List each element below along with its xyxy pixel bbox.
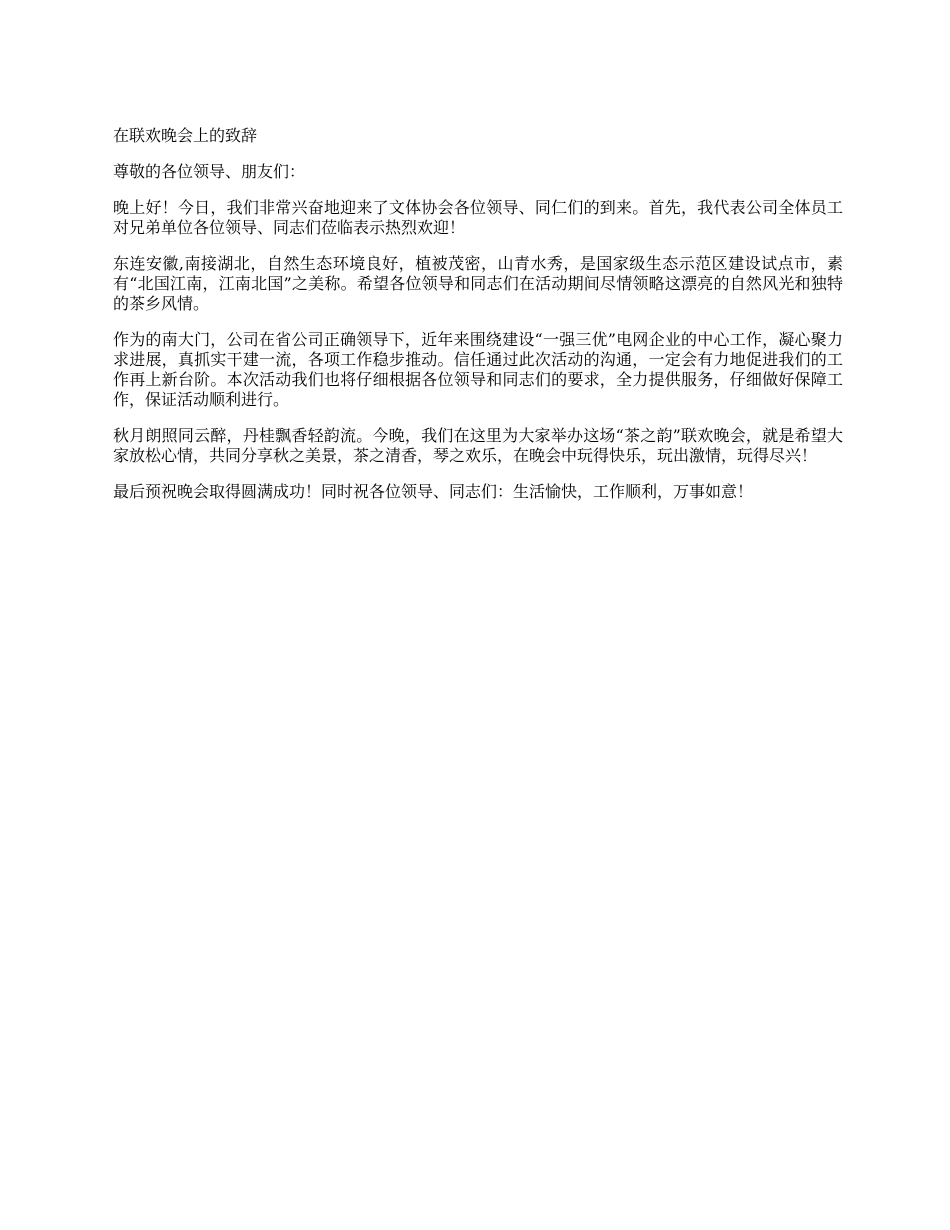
greeting: 尊敬的各位领导、朋友们：: [113, 162, 306, 181]
paragraph-4: 秋月朗照同云醉，丹桂飘香轻韵流。今晚，我们在这里为大家举办这场“茶之韵”联欢晚会，就是希望大家放松心情，共同分享秋之美景，茶之清香，琴之欢乐，在晚会中玩得快乐，玩出激情，玩得尽兴！: [113, 426, 843, 465]
document-title: 在联欢晚会上的致辞: [113, 126, 258, 145]
paragraph-2: 东连安徽,南接湖北，自然生态环境良好，植被茂密，山青水秀，是国家级生态示范区建设试点市，素有“北国江南，江南北国”之美称。希望各位领导和同志们在活动期间尽情领略这漂亮的自然风光和独特的茶乡风情。: [113, 254, 843, 313]
document-page: [113, 126, 843, 518]
paragraph-1: 晚上好！今日，我们非常兴奋地迎来了文体协会各位领导、同仁们的到来。首先，我代表公司全体员工对兄弟单位各位领导、同志们莅临表示热烈欢迎！: [113, 198, 843, 237]
paragraph-5: 最后预祝晚会取得圆满成功！同时祝各位领导、同志们：生活愉快，工作顺利，万事如意！: [113, 482, 754, 501]
paragraph-3: 作为的南大门，公司在省公司正确领导下，近年来围绕建设“一强三优”电网企业的中心工作，凝心聚力求进展，真抓实干建一流，各项工作稳步推动。信任通过此次活动的沟通，一定会有力地促进我们的工作再上新台阶。本次活动我们也将仔细根据各位领导和同志们的要求，全力提供服务，仔细做好保障工作，保证活动顺利进行。: [113, 330, 843, 409]
